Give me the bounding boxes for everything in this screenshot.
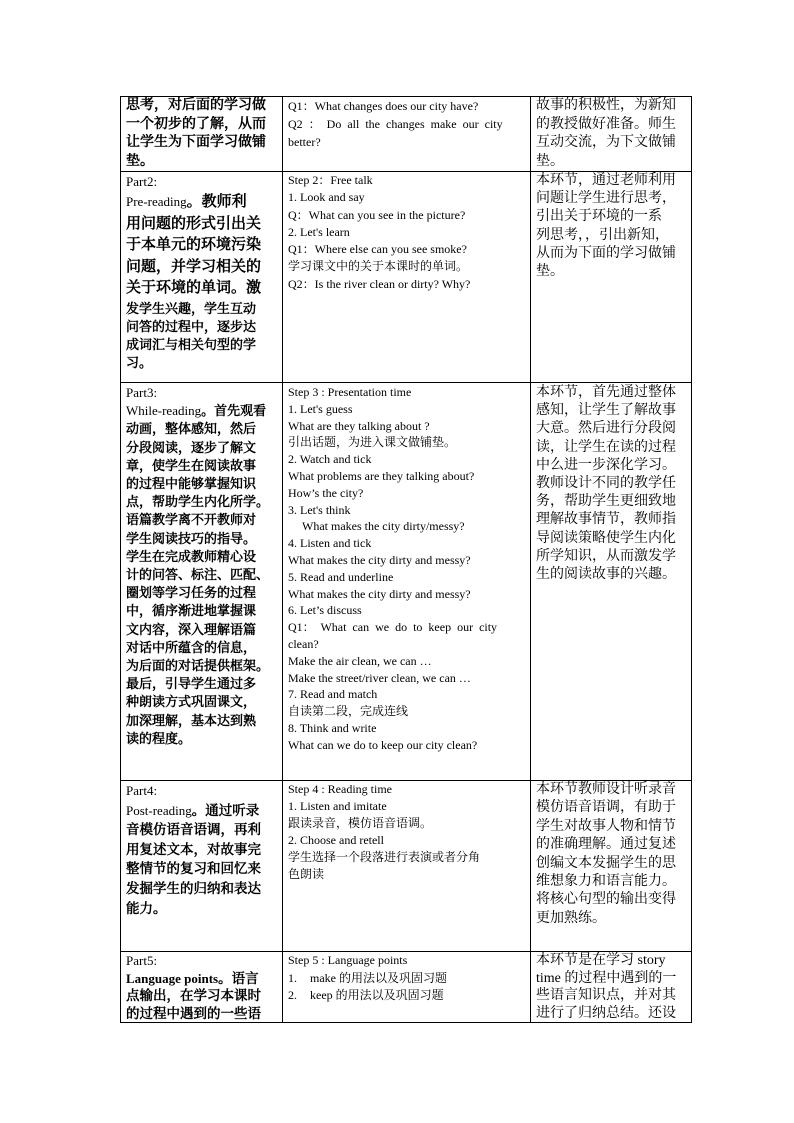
text-line: What problems are they talking about? [288, 468, 475, 483]
text-line: 列思考，，引出新知， [536, 227, 669, 243]
stage-heading-line [126, 970, 278, 988]
text-line: What makes the city dirty and messy? [288, 552, 471, 567]
text-line: 务，帮助学生更细致地 [536, 494, 676, 510]
text-line: 的教授做好准备。师生 [536, 116, 676, 132]
lesson-plan-table [120, 96, 692, 1023]
text-line: 用问题的形式引出关 [126, 215, 262, 232]
text-line: 思考，对后面的学习做 [126, 98, 266, 113]
part-label: Part4: [126, 783, 158, 798]
text-line: 最后，引导学生通过多 [126, 676, 257, 692]
text-line: 从而为下面的学习做铺 [536, 245, 676, 261]
activity-cell [283, 97, 531, 172]
text-line: 1. Look and say [288, 190, 365, 205]
text-line: 1. Let's guess [288, 401, 353, 416]
text-line: Q2 ： Do all the changes make our city [288, 117, 503, 131]
text-line: 整情节的复习和回忆来 [126, 861, 261, 877]
table-row [121, 383, 692, 781]
text-line: 学生对故事人物和情节 [536, 818, 676, 834]
text-line: 动画，整体感知，然后 [126, 421, 257, 437]
text-line: Step 2：Free talk [288, 173, 373, 187]
text-line: 5. Read and underline [288, 569, 394, 584]
text-line: 些语言知识点，并对其 [536, 988, 676, 1004]
stage-name: While-reading [126, 403, 202, 419]
text-line: 章，使学生在阅读故事 [126, 457, 257, 473]
text-line: 3. Let's think [288, 502, 351, 517]
text-line: 用复述文本，对故事完 [126, 841, 261, 857]
text-line: 2. Let's learn [288, 224, 350, 239]
text-line: 读的程度。 [126, 730, 192, 746]
text-line: 问题，并学习相关的 [126, 258, 262, 275]
text-line: 中，循序渐进地掌握课 [126, 603, 257, 619]
part-label: Part3: [126, 385, 158, 400]
text-line: 加深理解，基本达到熟 [126, 712, 257, 728]
text-line: Step 5 : Language points [288, 953, 408, 967]
text-line: 本环节，通过老师利用 [536, 173, 676, 188]
text-line: 点输出，在学习本课时 [126, 988, 261, 1004]
purpose-cell [531, 952, 692, 1023]
text-line: 引出关于环境的一系 [536, 209, 662, 225]
text-line: Q1：Where else can you see smoke? [288, 242, 467, 257]
text-line: 1. Listen and imitate [288, 799, 387, 813]
text-line: clean? [288, 636, 319, 651]
text-line: 教师设计不同的教学任 [536, 476, 676, 492]
part-label: Part5: [126, 953, 158, 968]
text-line: 文内容，深入理解语篇 [126, 621, 257, 637]
text-line: 发掘学生的归纳和表达 [126, 880, 261, 896]
text-line: 圈划等学习任务的过程 [126, 585, 257, 601]
stage-heading-line [126, 801, 278, 821]
text-line: 本环节，首先通过整体 [536, 385, 676, 400]
text-line: 垫。 [536, 153, 564, 169]
text-line: Q：What can you see in the picture? [288, 207, 466, 222]
text-line: 语篇教学离不开教师对 [126, 512, 257, 528]
list-text: keep 的用法以及巩固习题 [310, 988, 444, 1002]
text-line: 维想象力和语言能力。 [536, 874, 676, 890]
text-line: 大意。然后进行分段阅 [536, 421, 676, 437]
part-label: Part2: [126, 174, 158, 189]
text-line: 色朗读 [288, 867, 325, 881]
text-line: 学生阅读技巧的指导。 [126, 530, 257, 546]
stage-cell [121, 172, 283, 383]
activity-cell [283, 952, 531, 1023]
table-row [121, 172, 692, 383]
text-line: 创编文本发掘学生的思 [536, 855, 676, 871]
text-line: 6. Let’s discuss [288, 603, 362, 618]
text-line: 分段阅读，逐步了解文 [126, 439, 257, 455]
table-row [121, 781, 692, 952]
text-line: 中么进一步深化学习。 [536, 457, 676, 473]
text-line: 的准确理解。通过复述 [536, 837, 676, 853]
text-line: 音模仿语音语调，再利 [126, 822, 261, 838]
text-line: 问题让学生进行思考， [536, 191, 676, 207]
text-line: 本环节是在学习 story [536, 953, 666, 968]
activity-cell [283, 172, 531, 383]
text-line: 成词汇与相关句型的学 [126, 336, 257, 352]
text-line: 学生选择一个段落进行表演或者分角 [288, 850, 481, 864]
text-line: 自读第二段，完成连线 [288, 704, 409, 719]
text-line: 点，帮助学生内化所学。 [126, 494, 270, 510]
activity-cell [283, 383, 531, 781]
stage-name: Language points [126, 970, 219, 986]
text-line: 本环节教师设计听录音 [536, 782, 676, 797]
list-number: 2. [288, 988, 297, 1002]
text-line: 2. Watch and tick [288, 452, 372, 467]
text-line: 读，让学生在读的过程 [536, 439, 676, 455]
text-line: 计的问答、标注、匹配、 [126, 567, 270, 583]
text-line: 4. Listen and tick [288, 536, 372, 551]
stage-heading-line [126, 402, 278, 420]
stage-cell [121, 781, 283, 952]
list-number: 1. [288, 970, 297, 985]
table-row [121, 97, 692, 172]
text-line: 。语言 [218, 970, 259, 986]
text-line: 。教师利 [186, 194, 247, 210]
text-line: 让学生为下面学习做铺 [126, 135, 266, 150]
purpose-cell [531, 97, 692, 172]
text-line: Step 4 : Reading time [288, 782, 392, 796]
text-line: 一个初步的了解，从而 [126, 116, 266, 132]
text-line: 理解故事情节，教师指 [536, 512, 676, 528]
text-line: 引出话题，为进入课文做铺垫。 [288, 435, 457, 450]
text-line: 所学知识，从而激发学 [536, 548, 676, 564]
text-line: 的过程中能够掌握知识 [126, 476, 257, 492]
table-row [121, 952, 692, 1023]
purpose-cell [531, 172, 692, 383]
text-line: Make the air clean, we can … [288, 653, 432, 668]
text-line: 垫。 [126, 153, 154, 169]
text-line: 8. Think and write [288, 720, 377, 735]
text-line: 对话中所蕴含的信息， [126, 639, 257, 655]
text-line: 学习课文中的关于本课时的单词。 [288, 259, 469, 274]
text-line: Step 3 : Presentation time [288, 385, 412, 399]
text-line: 关于环境的单词。激 [126, 280, 262, 296]
text-line: better? [288, 135, 321, 149]
text-line: 模仿语音语调，有助于 [536, 800, 676, 816]
text-line: 。通过听录 [191, 802, 260, 818]
text-line: 跟读录音，模仿语音语调。 [288, 816, 433, 830]
purpose-cell [531, 383, 692, 781]
stage-cell [121, 97, 283, 172]
text-line: 进行了归纳总结。还设 [536, 1005, 676, 1021]
list-item [288, 987, 526, 1005]
text-line: 为后面的对话提供框架。 [126, 658, 270, 674]
text-line: 2. Choose and retell [288, 833, 384, 847]
text-line: time 的过程中遇到的一 [536, 970, 677, 986]
text-line: 习。 [126, 354, 153, 370]
text-line: Q2：Is the river clean or dirty? Why? [288, 276, 471, 291]
text-line: Q1： What can we do to keep our city [288, 620, 498, 635]
purpose-cell [531, 781, 692, 952]
list-text: make 的用法以及巩固习题 [310, 970, 447, 985]
text-line: 生的阅读故事的兴趣。 [536, 567, 676, 583]
activity-cell [283, 781, 531, 952]
text-line: 导阅读策略使学生内化 [536, 530, 676, 546]
text-line: 。首先观看 [201, 403, 267, 419]
text-line: 的过程中遇到的一些语 [126, 1005, 261, 1021]
stage-name: Pre-reading [126, 194, 187, 209]
text-line: 于本单元的环境污染 [126, 237, 262, 253]
text-line: 问答的过程中，逐步达 [126, 318, 257, 334]
text-line: 将核心句型的输出变得 [536, 892, 676, 908]
text-line: What makes the city dirty/messy? [302, 519, 465, 534]
stage-cell [121, 383, 283, 781]
text-line: 7. Read and match [288, 687, 378, 702]
text-line: What are they talking about ? [288, 418, 430, 433]
text-line: 发学生兴趣，学生互动 [126, 300, 257, 316]
text-line: 故事的积极性，为新知 [536, 98, 676, 113]
text-line: What can we do to keep our city clean? [288, 737, 478, 752]
text-line: 种朗读方式巩固课文， [126, 694, 257, 710]
text-line: 学生在完成教师精心设 [126, 548, 257, 564]
text-line: How’s the city? [288, 485, 364, 500]
text-line: 能力。 [126, 900, 167, 916]
text-line: Q1：What changes does our city have? [288, 99, 479, 113]
text-line: 更加熟练。 [536, 910, 606, 926]
text-line: 垫。 [536, 264, 564, 280]
text-line: 感知，让学生了解故事 [536, 403, 676, 419]
list-item [288, 970, 526, 988]
text-line: What makes the city dirty and messy? [288, 586, 471, 601]
stage-heading-line [126, 191, 278, 214]
stage-cell [121, 952, 283, 1023]
text-line: Make the street/river clean, we can … [288, 670, 471, 685]
text-line: 互动交流，为下文做铺 [536, 135, 676, 150]
stage-name: Post-reading [126, 802, 192, 818]
